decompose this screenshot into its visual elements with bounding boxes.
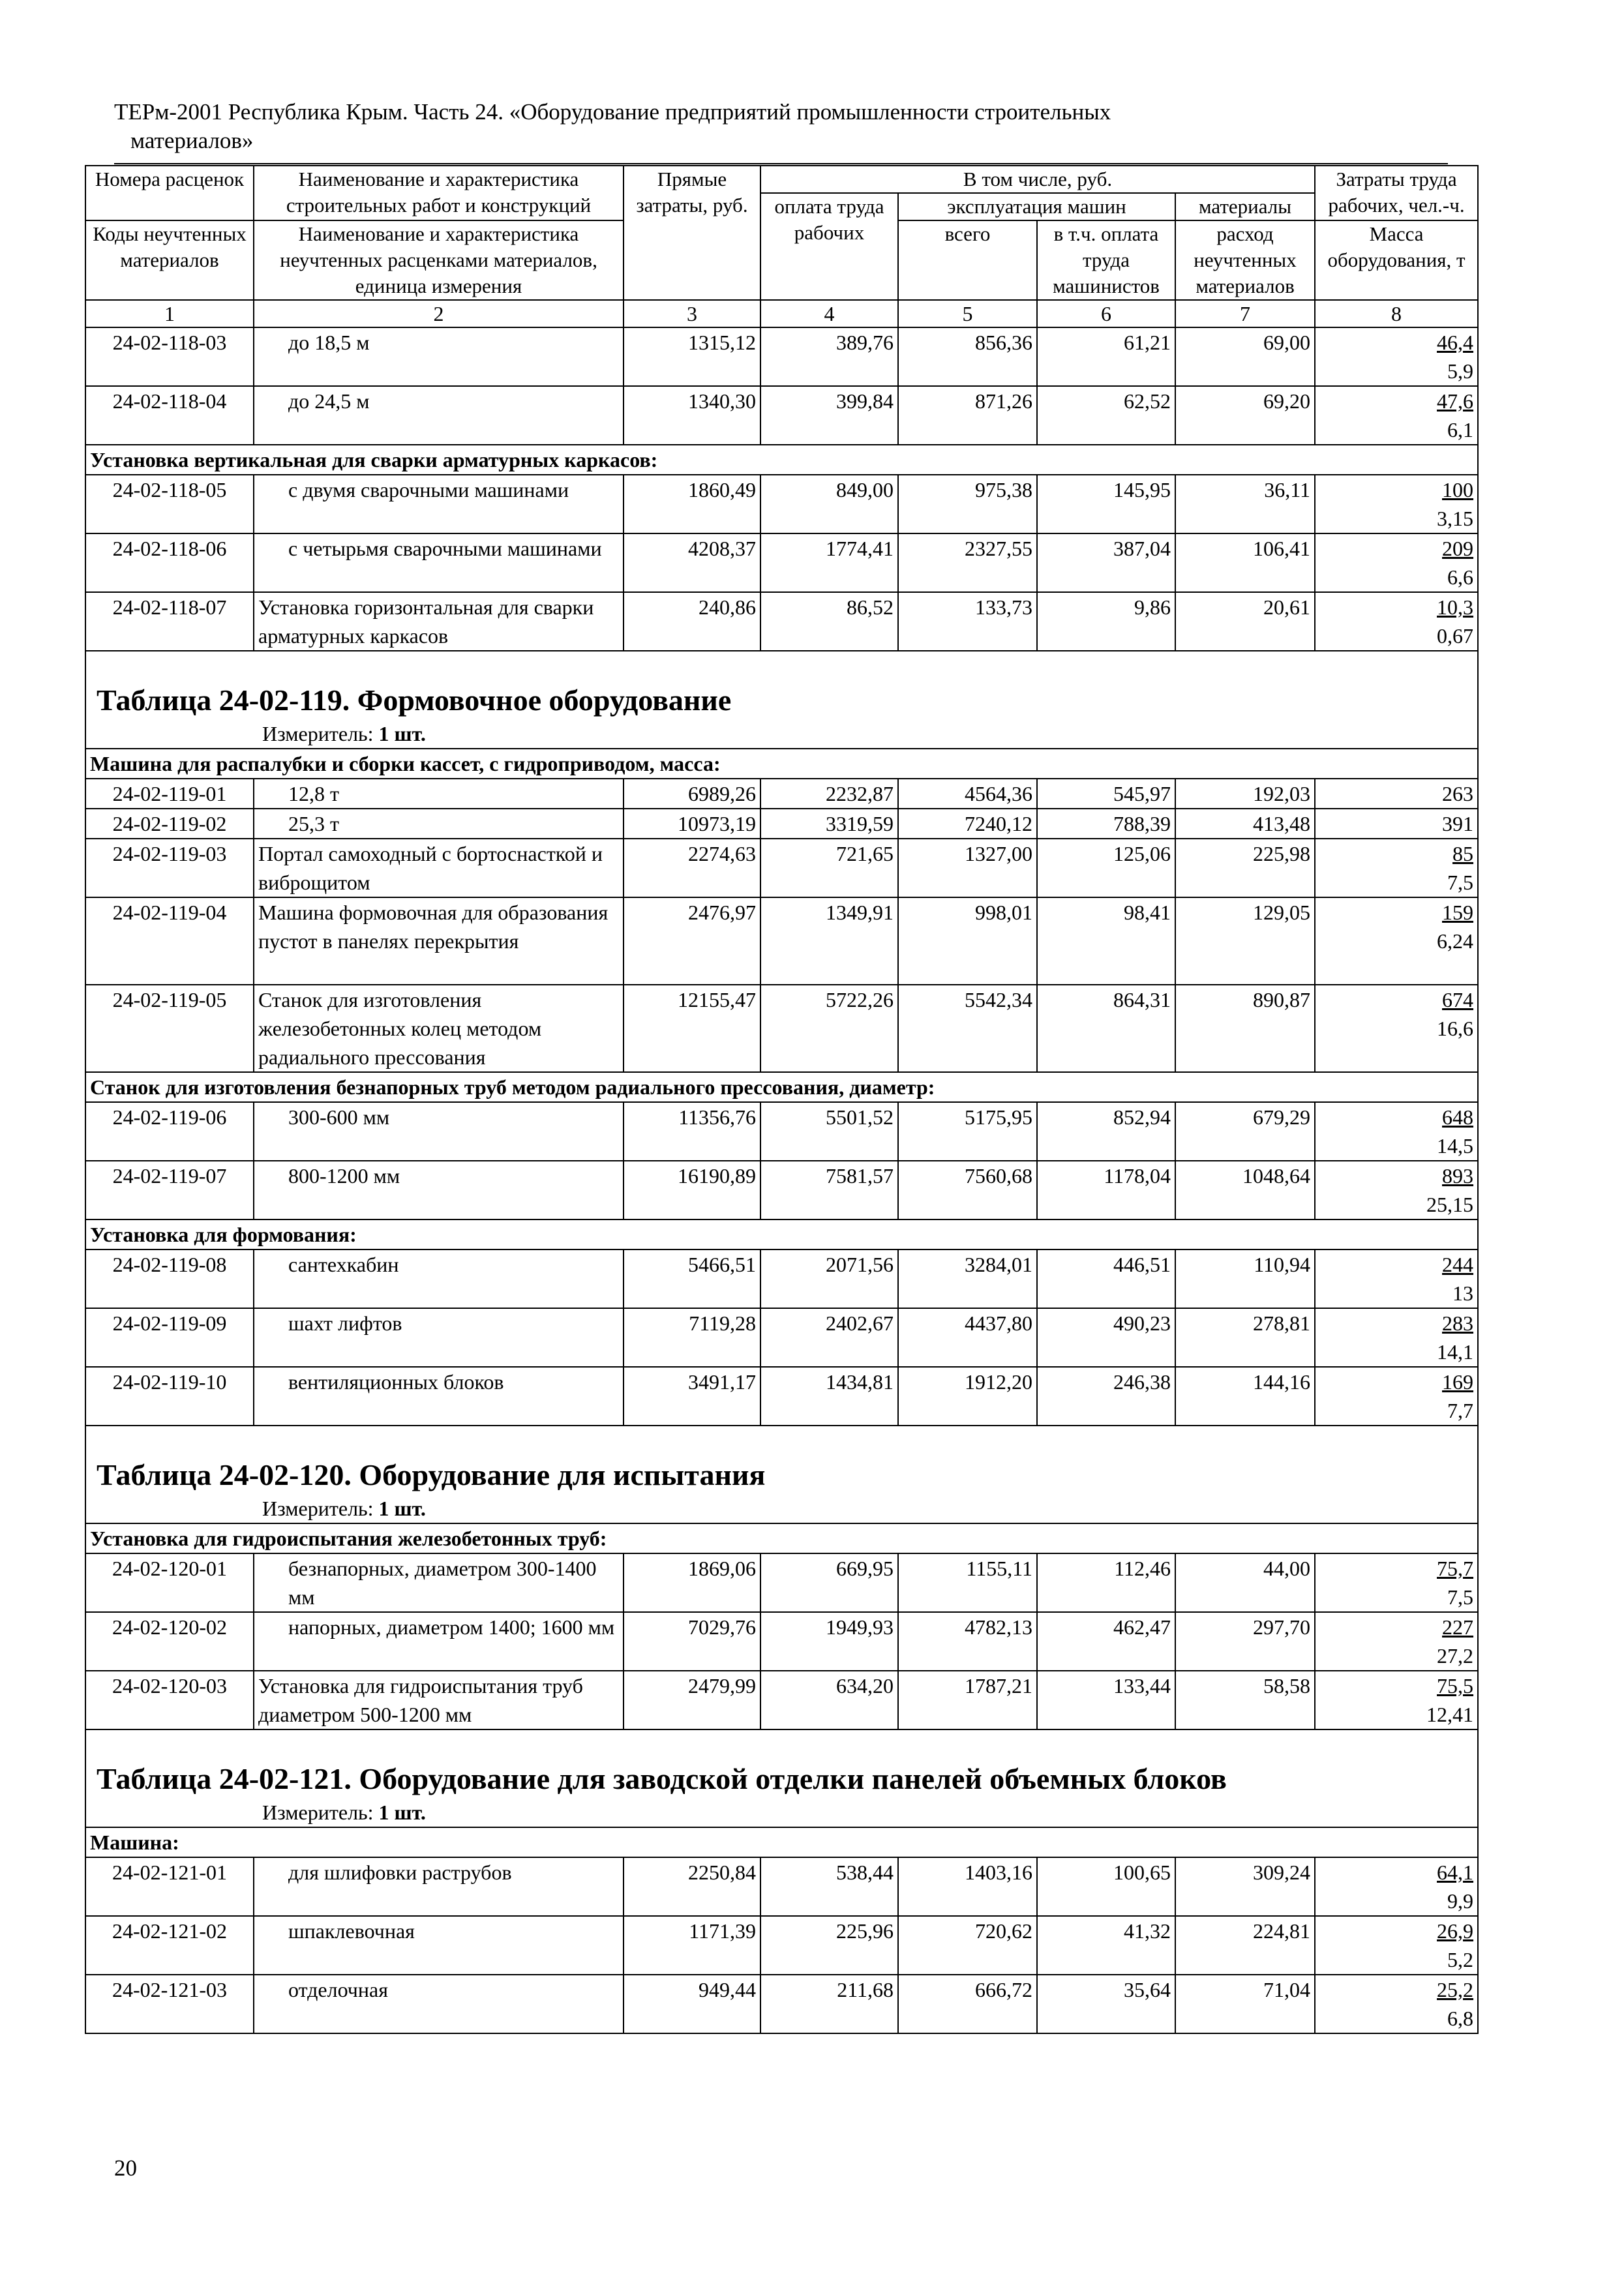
measure-row bbox=[85, 719, 1478, 749]
operators-pay-value: 864,31 bbox=[1037, 985, 1175, 1072]
table-row bbox=[85, 985, 1478, 1072]
equipment-mass-value: 13 bbox=[1452, 1281, 1474, 1305]
operators-pay-value: 852,94 bbox=[1037, 1102, 1175, 1161]
measure-row bbox=[85, 1494, 1478, 1523]
labor-pay-value: 211,68 bbox=[760, 1975, 898, 2033]
rate-code: 24-02-119-03 bbox=[85, 839, 254, 897]
col-including: В том числе, руб. bbox=[760, 166, 1315, 193]
materials-value: 225,98 bbox=[1175, 839, 1315, 897]
labor-costs-value: 209 bbox=[1442, 537, 1474, 560]
direct-costs-value: 2250,84 bbox=[624, 1857, 760, 1916]
row-name: Машина формовочная для образования пустот в панелях перекрытия bbox=[254, 897, 624, 985]
measure-label: Измеритель: bbox=[262, 1497, 374, 1520]
measure-label: Измеритель: bbox=[262, 1801, 374, 1824]
rate-code: 24-02-119-01 bbox=[85, 779, 254, 809]
labor-pay-value: 3319,59 bbox=[760, 809, 898, 839]
operators-pay-value: 1178,04 bbox=[1037, 1161, 1175, 1219]
rate-code: 24-02-119-09 bbox=[85, 1308, 254, 1367]
machine-total-value: 2327,55 bbox=[898, 533, 1037, 592]
operators-pay-value: 98,41 bbox=[1037, 897, 1175, 985]
row-name: вентиляционных блоков bbox=[254, 1367, 624, 1426]
labor-costs-value: 64,1 bbox=[1437, 1861, 1474, 1884]
operators-pay-value: 125,06 bbox=[1037, 839, 1175, 897]
materials-value: 890,87 bbox=[1175, 985, 1315, 1072]
header-rule bbox=[114, 163, 1448, 164]
machine-total-value: 4782,13 bbox=[898, 1612, 1037, 1671]
section-title: Таблица 24-02-120. Оборудование для испытания bbox=[85, 1426, 1478, 1494]
direct-costs-value: 949,44 bbox=[624, 1975, 760, 2033]
direct-costs-value: 240,86 bbox=[624, 592, 760, 651]
direct-costs-value: 2479,99 bbox=[624, 1671, 760, 1729]
measure-value: 1 шт. bbox=[378, 1801, 426, 1824]
group-heading-row bbox=[85, 1072, 1478, 1102]
equipment-mass-value: 3,15 bbox=[1437, 507, 1474, 530]
machine-total-value: 7560,68 bbox=[898, 1161, 1037, 1219]
materials-value: 129,05 bbox=[1175, 897, 1315, 985]
direct-costs-value: 1315,12 bbox=[624, 327, 760, 386]
table-row bbox=[85, 897, 1478, 985]
measure-value: 1 шт. bbox=[378, 1497, 426, 1520]
column-numbers-row bbox=[85, 300, 1478, 327]
section-title: Таблица 24-02-119. Формовочное оборудование bbox=[85, 651, 1478, 719]
row-name: сантехкабин bbox=[254, 1249, 624, 1308]
materials-value: 36,11 bbox=[1175, 475, 1315, 533]
labor-and-mass-cell bbox=[1315, 897, 1478, 985]
rate-code: 24-02-120-03 bbox=[85, 1671, 254, 1729]
col-num-1: 1 bbox=[85, 300, 254, 327]
labor-pay-value: 2071,56 bbox=[760, 1249, 898, 1308]
operators-pay-value: 246,38 bbox=[1037, 1367, 1175, 1426]
labor-and-mass-cell bbox=[1315, 1975, 1478, 2033]
operators-pay-value: 112,46 bbox=[1037, 1553, 1175, 1612]
table-row bbox=[85, 1612, 1478, 1671]
machine-total-value: 3284,01 bbox=[898, 1249, 1037, 1308]
labor-costs-value: 674 bbox=[1442, 988, 1474, 1011]
operators-pay-value: 387,04 bbox=[1037, 533, 1175, 592]
labor-and-mass-cell bbox=[1315, 327, 1478, 386]
col-total: всего bbox=[898, 220, 1037, 300]
labor-pay-value: 849,00 bbox=[760, 475, 898, 533]
equipment-mass-value: 6,6 bbox=[1447, 565, 1474, 589]
col-direct-costs: Прямые затраты, руб. bbox=[624, 166, 760, 300]
section-title: Таблица 24-02-121. Оборудование для заводской отделки панелей объемных блоков bbox=[85, 1729, 1478, 1798]
labor-costs-value: 46,4 bbox=[1437, 331, 1474, 354]
equipment-mass-value: 0,67 bbox=[1437, 624, 1474, 648]
col-name-unaccounted: Наименование и характеристика неучтенных расценками материалов, единица измерения bbox=[254, 220, 624, 300]
materials-value: 44,00 bbox=[1175, 1553, 1315, 1612]
rate-code: 24-02-121-03 bbox=[85, 1975, 254, 2033]
operators-pay-value: 145,95 bbox=[1037, 475, 1175, 533]
labor-and-mass-cell bbox=[1315, 1308, 1478, 1367]
row-name: 800-1200 мм bbox=[254, 1161, 624, 1219]
labor-and-mass-cell bbox=[1315, 1249, 1478, 1308]
machine-total-value: 1787,21 bbox=[898, 1671, 1037, 1729]
labor-costs-value: 26,9 bbox=[1437, 1919, 1474, 1943]
operators-pay-value: 62,52 bbox=[1037, 386, 1175, 445]
labor-and-mass-cell bbox=[1315, 475, 1478, 533]
labor-pay-value: 7581,57 bbox=[760, 1161, 898, 1219]
labor-costs-value: 283 bbox=[1442, 1311, 1474, 1335]
group-heading: Машина для распалубки и сборки кассет, с гидроприводом, масса: bbox=[85, 749, 1478, 779]
equipment-mass-value: 7,7 bbox=[1447, 1399, 1474, 1422]
equipment-mass-value: 16,6 bbox=[1437, 1017, 1474, 1040]
table-row bbox=[85, 533, 1478, 592]
table-row bbox=[85, 1308, 1478, 1367]
operators-pay-value: 788,39 bbox=[1037, 809, 1175, 839]
row-name: Установка горизонтальная для сварки арматурных каркасов bbox=[254, 592, 624, 651]
machine-total-value: 720,62 bbox=[898, 1916, 1037, 1975]
row-name: Установка для гидроиспытания труб диаметром 500-1200 мм bbox=[254, 1671, 624, 1729]
labor-and-mass-cell bbox=[1315, 386, 1478, 445]
machine-total-value: 856,36 bbox=[898, 327, 1037, 386]
labor-costs-value: 85 bbox=[1452, 842, 1474, 865]
measure-line bbox=[85, 1798, 1478, 1827]
machine-total-value: 7240,12 bbox=[898, 809, 1037, 839]
row-name: до 24,5 м bbox=[254, 386, 624, 445]
table-row bbox=[85, 1249, 1478, 1308]
rate-code: 24-02-118-05 bbox=[85, 475, 254, 533]
row-name: 25,3 т bbox=[254, 809, 624, 839]
group-heading-row bbox=[85, 749, 1478, 779]
machine-total-value: 4437,80 bbox=[898, 1308, 1037, 1367]
rate-code: 24-02-119-06 bbox=[85, 1102, 254, 1161]
direct-costs-value: 1860,49 bbox=[624, 475, 760, 533]
labor-costs-value: 244 bbox=[1442, 1253, 1474, 1276]
page-number: 20 bbox=[114, 2155, 137, 2181]
table-row bbox=[85, 386, 1478, 445]
col-num-3: 3 bbox=[624, 300, 760, 327]
operators-pay-value: 446,51 bbox=[1037, 1249, 1175, 1308]
row-name: 12,8 т bbox=[254, 779, 624, 809]
labor-pay-value: 1434,81 bbox=[760, 1367, 898, 1426]
table-row bbox=[85, 1975, 1478, 2033]
direct-costs-value: 7029,76 bbox=[624, 1612, 760, 1671]
rate-code: 24-02-119-10 bbox=[85, 1367, 254, 1426]
operators-pay-value: 35,64 bbox=[1037, 1975, 1175, 2033]
labor-costs-value: 100 bbox=[1442, 478, 1474, 501]
col-num-8: 8 bbox=[1315, 300, 1478, 327]
materials-value: 413,48 bbox=[1175, 809, 1315, 839]
materials-value: 224,81 bbox=[1175, 1916, 1315, 1975]
direct-costs-value: 11356,76 bbox=[624, 1102, 760, 1161]
operators-pay-value: 41,32 bbox=[1037, 1916, 1175, 1975]
labor-and-mass-cell bbox=[1315, 1161, 1478, 1219]
equipment-mass-value: 14,5 bbox=[1437, 1134, 1474, 1158]
measure-line bbox=[85, 719, 1478, 749]
equipment-mass-value: 7,5 bbox=[1447, 871, 1474, 894]
labor-pay-value: 669,95 bbox=[760, 1553, 898, 1612]
machine-total-value: 871,26 bbox=[898, 386, 1037, 445]
col-materials: материалы bbox=[1175, 193, 1315, 220]
row-name: для шлифовки раструбов bbox=[254, 1857, 624, 1916]
rate-code: 24-02-118-06 bbox=[85, 533, 254, 592]
labor-pay-value: 225,96 bbox=[760, 1916, 898, 1975]
labor-and-mass-cell bbox=[1315, 985, 1478, 1072]
labor-and-mass-cell bbox=[1315, 1671, 1478, 1729]
labor-pay-value: 399,84 bbox=[760, 386, 898, 445]
section-title-row bbox=[85, 1426, 1478, 1494]
equipment-mass-value: 6,1 bbox=[1447, 418, 1474, 441]
row-name: напорных, диаметром 1400; 1600 мм bbox=[254, 1612, 624, 1671]
machine-total-value: 1155,11 bbox=[898, 1553, 1037, 1612]
page-header bbox=[114, 98, 1445, 155]
equipment-mass-value: 6,8 bbox=[1447, 2007, 1474, 2030]
labor-costs-value: 169 bbox=[1442, 1370, 1474, 1394]
labor-costs-value: 227 bbox=[1442, 1615, 1474, 1639]
machine-total-value: 1327,00 bbox=[898, 839, 1037, 897]
group-heading-row bbox=[85, 1523, 1478, 1553]
direct-costs-value: 1340,30 bbox=[624, 386, 760, 445]
table-row bbox=[85, 839, 1478, 897]
labor-pay-value: 5722,26 bbox=[760, 985, 898, 1072]
direct-costs-value: 1171,39 bbox=[624, 1916, 760, 1975]
col-num-6: 6 bbox=[1037, 300, 1175, 327]
machine-total-value: 1912,20 bbox=[898, 1367, 1037, 1426]
table-row bbox=[85, 1367, 1478, 1426]
rate-code: 24-02-118-04 bbox=[85, 386, 254, 445]
table-row bbox=[85, 1857, 1478, 1916]
rate-code: 24-02-121-02 bbox=[85, 1916, 254, 1975]
machine-total-value: 5542,34 bbox=[898, 985, 1037, 1072]
col-unaccounted-consumption: расход неучтенных материалов bbox=[1175, 220, 1315, 300]
labor-costs-value: 648 bbox=[1442, 1105, 1474, 1129]
col-labor-costs: Затраты труда рабочих, чел.-ч. bbox=[1315, 166, 1478, 220]
direct-costs-value: 10973,19 bbox=[624, 809, 760, 839]
equipment-mass-value: 14,1 bbox=[1437, 1340, 1474, 1364]
labor-pay-value: 5501,52 bbox=[760, 1102, 898, 1161]
header-row-1 bbox=[85, 166, 1478, 193]
direct-costs-value: 12155,47 bbox=[624, 985, 760, 1072]
labor-and-mass-cell bbox=[1315, 533, 1478, 592]
labor-pay-value: 2232,87 bbox=[760, 779, 898, 809]
row-name: отделочная bbox=[254, 1975, 624, 2033]
machine-total-value: 975,38 bbox=[898, 475, 1037, 533]
materials-value: 58,58 bbox=[1175, 1671, 1315, 1729]
group-heading-row bbox=[85, 445, 1478, 475]
machine-total-value: 5175,95 bbox=[898, 1102, 1037, 1161]
materials-value: 144,16 bbox=[1175, 1367, 1315, 1426]
section-title-row bbox=[85, 651, 1478, 719]
direct-costs-value: 2274,63 bbox=[624, 839, 760, 897]
operators-pay-value: 133,44 bbox=[1037, 1671, 1175, 1729]
materials-value: 69,20 bbox=[1175, 386, 1315, 445]
equipment-mass-value: 27,2 bbox=[1437, 1644, 1474, 1668]
machine-total-value: 4564,36 bbox=[898, 779, 1037, 809]
machine-total-value: 1403,16 bbox=[898, 1857, 1037, 1916]
materials-value: 1048,64 bbox=[1175, 1161, 1315, 1219]
col-rate-numbers: Номера расценок bbox=[85, 166, 254, 220]
equipment-mass-value: 7,5 bbox=[1447, 1585, 1474, 1609]
labor-and-mass-cell bbox=[1315, 839, 1478, 897]
row-name: шпаклевочная bbox=[254, 1916, 624, 1975]
row-name: Портал самоходный с бортоснасткой и виброщитом bbox=[254, 839, 624, 897]
labor-costs-value: 10,3 bbox=[1437, 595, 1474, 619]
rate-code: 24-02-120-01 bbox=[85, 1553, 254, 1612]
group-heading: Установка для гидроиспытания железобетонных труб: bbox=[85, 1523, 1478, 1553]
col-num-5: 5 bbox=[898, 300, 1037, 327]
col-operators-pay: в т.ч. оплата труда машинистов bbox=[1037, 220, 1175, 300]
labor-and-mass-cell bbox=[1315, 1367, 1478, 1426]
row-name: до 18,5 м bbox=[254, 327, 624, 386]
machine-total-value: 133,73 bbox=[898, 592, 1037, 651]
materials-value: 71,04 bbox=[1175, 1975, 1315, 2033]
col-rate-codes: Коды неучтенных материалов bbox=[85, 220, 254, 300]
measure-label: Измеритель: bbox=[262, 722, 374, 745]
operators-pay-value: 100,65 bbox=[1037, 1857, 1175, 1916]
table-row bbox=[85, 1671, 1478, 1729]
labor-costs-value: 47,6 bbox=[1437, 389, 1474, 413]
section-title-row bbox=[85, 1729, 1478, 1798]
labor-pay-value: 389,76 bbox=[760, 327, 898, 386]
labor-pay-value: 538,44 bbox=[760, 1857, 898, 1916]
equipment-mass-value: 6,24 bbox=[1437, 929, 1474, 953]
labor-and-mass-cell bbox=[1315, 1916, 1478, 1975]
group-heading: Машина: bbox=[85, 1827, 1478, 1857]
labor-pay-value: 86,52 bbox=[760, 592, 898, 651]
materials-value: 69,00 bbox=[1175, 327, 1315, 386]
table-row bbox=[85, 1161, 1478, 1219]
table-row bbox=[85, 1916, 1478, 1975]
equipment-mass-value: 5,2 bbox=[1447, 1948, 1474, 1971]
table-row bbox=[85, 327, 1478, 386]
rate-code: 24-02-119-02 bbox=[85, 809, 254, 839]
col-name-main: Наименование и характеристика строительных работ и конструкций bbox=[254, 166, 624, 220]
labor-and-mass-cell bbox=[1315, 1612, 1478, 1671]
labor-pay-value: 1774,41 bbox=[760, 533, 898, 592]
rate-code: 24-02-119-07 bbox=[85, 1161, 254, 1219]
materials-value: 20,61 bbox=[1175, 592, 1315, 651]
header-line-2: материалов» bbox=[130, 128, 254, 153]
row-name: с двумя сварочными машинами bbox=[254, 475, 624, 533]
rate-code: 24-02-119-04 bbox=[85, 897, 254, 985]
labor-pay-value: 2402,67 bbox=[760, 1308, 898, 1367]
labor-costs-value: 75,5 bbox=[1437, 1674, 1474, 1698]
materials-value: 679,29 bbox=[1175, 1102, 1315, 1161]
materials-value: 309,24 bbox=[1175, 1857, 1315, 1916]
rate-code: 24-02-119-05 bbox=[85, 985, 254, 1072]
group-heading-row bbox=[85, 1827, 1478, 1857]
row-name: 300-600 мм bbox=[254, 1102, 624, 1161]
col-num-4: 4 bbox=[760, 300, 898, 327]
col-equipment-mass: Масса оборудования, т bbox=[1315, 220, 1478, 300]
group-heading: Станок для изготовления безнапорных труб методом радиального прессования, диаметр: bbox=[85, 1072, 1478, 1102]
direct-costs-value: 1869,06 bbox=[624, 1553, 760, 1612]
labor-costs-value: 25,2 bbox=[1437, 1978, 1474, 2001]
equipment-mass-value: 12,41 bbox=[1426, 1703, 1474, 1726]
machine-total-value: 666,72 bbox=[898, 1975, 1037, 2033]
labor-costs-value: 75,7 bbox=[1437, 1557, 1474, 1580]
measure-line bbox=[85, 1494, 1478, 1523]
table-row bbox=[85, 809, 1478, 839]
group-heading: Установка для формования: bbox=[85, 1219, 1478, 1249]
labor-and-mass-cell bbox=[1315, 1102, 1478, 1161]
equipment-mass-value: 5,9 bbox=[1447, 359, 1474, 383]
machine-total-value: 998,01 bbox=[898, 897, 1037, 985]
table-row bbox=[85, 1553, 1478, 1612]
direct-costs-value: 6989,26 bbox=[624, 779, 760, 809]
materials-value: 278,81 bbox=[1175, 1308, 1315, 1367]
labor-costs-value: 263 bbox=[1315, 779, 1478, 809]
labor-costs-value: 159 bbox=[1442, 901, 1474, 924]
table-row bbox=[85, 1102, 1478, 1161]
measure-value: 1 шт. bbox=[378, 722, 426, 745]
direct-costs-value: 7119,28 bbox=[624, 1308, 760, 1367]
table-row bbox=[85, 592, 1478, 651]
materials-value: 192,03 bbox=[1175, 779, 1315, 809]
rate-code: 24-02-121-01 bbox=[85, 1857, 254, 1916]
col-machine-operation: эксплуатация машин bbox=[898, 193, 1175, 220]
labor-pay-value: 1949,93 bbox=[760, 1612, 898, 1671]
operators-pay-value: 9,86 bbox=[1037, 592, 1175, 651]
rate-code: 24-02-120-02 bbox=[85, 1612, 254, 1671]
row-name: шахт лифтов bbox=[254, 1308, 624, 1367]
table-row bbox=[85, 475, 1478, 533]
operators-pay-value: 545,97 bbox=[1037, 779, 1175, 809]
col-num-2: 2 bbox=[254, 300, 624, 327]
price-table bbox=[85, 165, 1479, 2034]
col-labor-pay: оплата труда рабочих bbox=[760, 193, 898, 300]
rate-code: 24-02-119-08 bbox=[85, 1249, 254, 1308]
operators-pay-value: 462,47 bbox=[1037, 1612, 1175, 1671]
row-name: с четырьмя сварочными машинами bbox=[254, 533, 624, 592]
direct-costs-value: 3491,17 bbox=[624, 1367, 760, 1426]
equipment-mass-value: 9,9 bbox=[1447, 1889, 1474, 1913]
labor-pay-value: 1349,91 bbox=[760, 897, 898, 985]
rate-code: 24-02-118-03 bbox=[85, 327, 254, 386]
labor-pay-value: 721,65 bbox=[760, 839, 898, 897]
labor-and-mass-cell bbox=[1315, 1553, 1478, 1612]
direct-costs-value: 2476,97 bbox=[624, 897, 760, 985]
operators-pay-value: 490,23 bbox=[1037, 1308, 1175, 1367]
labor-and-mass-cell bbox=[1315, 592, 1478, 651]
rate-code: 24-02-118-07 bbox=[85, 592, 254, 651]
labor-costs-value: 391 bbox=[1315, 809, 1478, 839]
labor-and-mass-cell bbox=[1315, 1857, 1478, 1916]
equipment-mass-value: 25,15 bbox=[1426, 1193, 1474, 1216]
labor-costs-value: 893 bbox=[1442, 1164, 1474, 1188]
direct-costs-value: 5466,51 bbox=[624, 1249, 760, 1308]
row-name: безнапорных, диаметром 300-1400 мм bbox=[254, 1553, 624, 1612]
col-num-7: 7 bbox=[1175, 300, 1315, 327]
measure-row bbox=[85, 1798, 1478, 1827]
operators-pay-value: 61,21 bbox=[1037, 327, 1175, 386]
direct-costs-value: 16190,89 bbox=[624, 1161, 760, 1219]
group-heading: Установка вертикальная для сварки арматурных каркасов: bbox=[85, 445, 1478, 475]
row-name: Станок для изготовления железобетонных колец методом радиального прессования bbox=[254, 985, 624, 1072]
labor-pay-value: 634,20 bbox=[760, 1671, 898, 1729]
group-heading-row bbox=[85, 1219, 1478, 1249]
materials-value: 106,41 bbox=[1175, 533, 1315, 592]
materials-value: 297,70 bbox=[1175, 1612, 1315, 1671]
table-row bbox=[85, 779, 1478, 809]
direct-costs-value: 4208,37 bbox=[624, 533, 760, 592]
header-line-1: ТЕРм-2001 Республика Крым. Часть 24. «Оборудование предприятий промышленности строительных bbox=[114, 99, 1111, 125]
materials-value: 110,94 bbox=[1175, 1249, 1315, 1308]
